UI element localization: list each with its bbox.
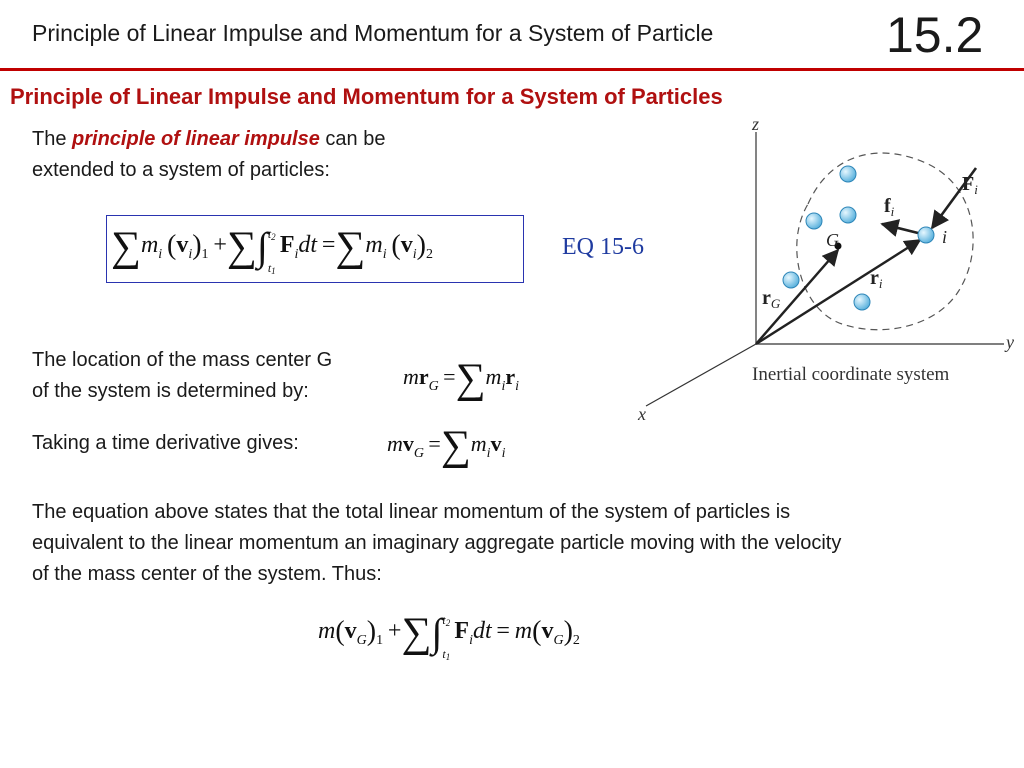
intro-emphasis: principle of linear impulse [72, 128, 320, 150]
paragraph-line1: The equation above states that the total linear momentum of the system of particles is [32, 501, 791, 523]
slide-title: Principle of Linear Impulse and Momentum for a System of Particle [32, 20, 714, 46]
intro-prefix: The [32, 128, 73, 150]
derivative-text: Taking a time derivative gives: [32, 432, 299, 454]
rG-label: $r_G$ [762, 287, 781, 311]
mass-center-line2: of the system is determined by: [32, 380, 309, 402]
particle [806, 213, 822, 229]
equation-15-6: $\sum m_i$ $(v_i)_1$ +∑∫ $t_2$ $t_1$ $F_idt =\sum m_i$ $(v_i)_2$ [111, 224, 433, 276]
intro-suffix: can be [319, 128, 386, 150]
x-axis-label: x [638, 404, 646, 424]
intro-text [32, 124, 452, 186]
final-equation: $m(v_G)_1$ +∑∫ $t_2$ $t_1$ $F_idt = m(v_G)_2$ [318, 610, 580, 662]
particle-i [918, 227, 934, 243]
x-axis [646, 344, 756, 406]
particle [854, 294, 870, 310]
particle [783, 272, 799, 288]
G-label: G [826, 230, 839, 250]
internal-force-arrow [882, 224, 922, 234]
mass-center-equation: $mr_G =\sum m_ir_i$ [403, 356, 519, 402]
section-number: 15.2 [886, 7, 984, 63]
ri-label: $r_i$ [870, 267, 883, 291]
z-axis-label: z [752, 114, 760, 134]
equation-label: EQ 15-6 [562, 234, 644, 260]
section-heading: Principle of Linear Impulse and Momentum for a System of Particles [10, 84, 723, 109]
particle [840, 207, 856, 223]
particle [840, 166, 856, 182]
figure-caption: Inertial coordinate system [752, 364, 950, 385]
intro-line2: extended to a system of particles: [32, 159, 330, 181]
mass-center-line1: The location of the mass center G [32, 349, 333, 371]
Fi-label: $F_i$ [962, 173, 978, 197]
paragraph-line3: of the mass center of the system. Thus: [32, 563, 382, 585]
header-rule [0, 68, 1024, 71]
mass-center-text [32, 345, 392, 407]
explanation-paragraph [32, 497, 1012, 590]
y-axis-label: y [1006, 332, 1014, 352]
particle-system-figure [636, 112, 1020, 430]
equation-box [106, 215, 524, 283]
i-label: i [942, 227, 948, 247]
fi-label: $f_i$ [884, 195, 895, 219]
paragraph-line2: equivalent to the linear momentum an imaginary aggregate particle moving with the velocity [32, 532, 842, 554]
velocity-equation: $mv_G =\sum m_iv_i$ [387, 423, 506, 469]
